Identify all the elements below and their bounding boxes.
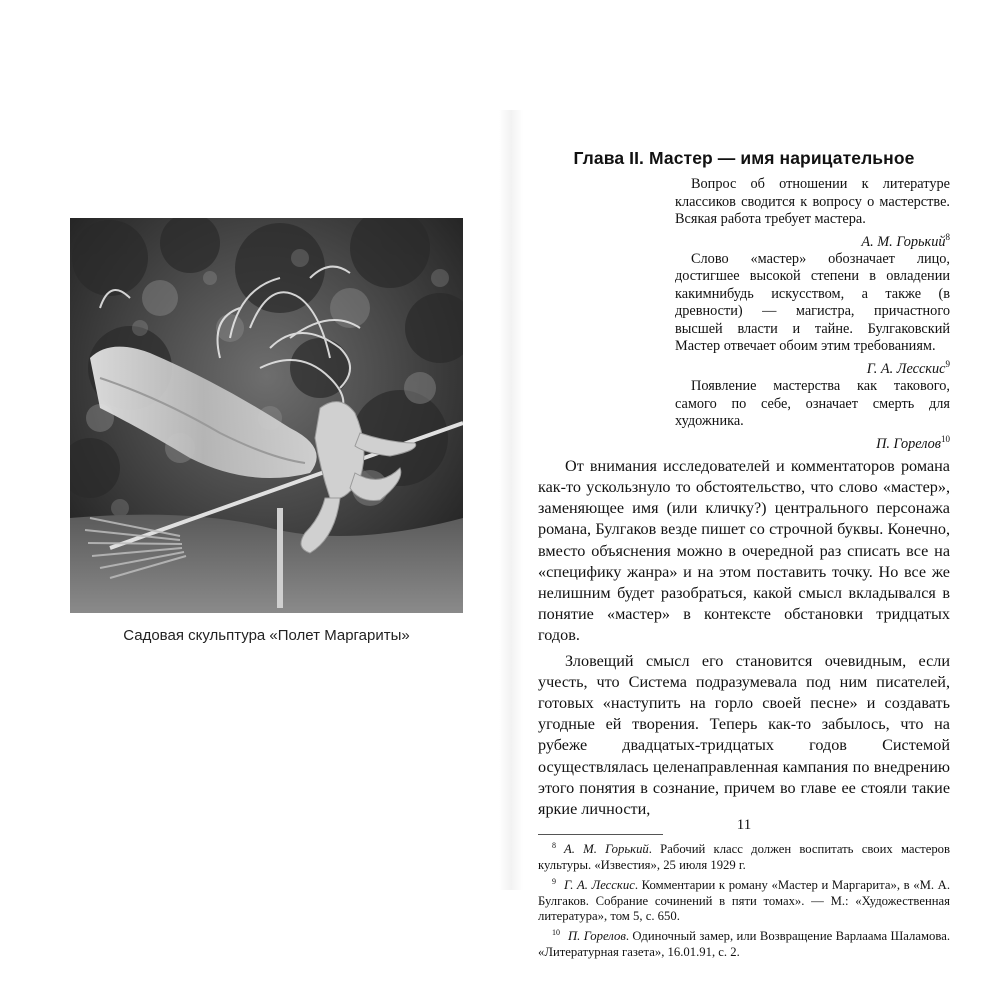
footnote-ref: 10 <box>941 433 950 444</box>
footnote-divider <box>538 834 663 835</box>
footnote-number: 10 <box>552 927 560 937</box>
paragraph: От внимания исследователей и комментаторов романа как-то ускользнуло то обстоятельство, что слово «мастер», заменяющее имя (или кличку?) центрального персонажа романа, Булгаков везде пишет со строчной буквы. Конечно, вместо объяснения можно в очередной раз списать все на «специфику жанра» и на этом поставить точку. Но все же нелишним будет разобраться, какой смысл вкладывался в понятие «мастер» в контексте обстановки тридцатых годов. <box>538 456 950 645</box>
footnote-ref: 8 <box>945 231 950 242</box>
epigraph-author: А. М. Горький <box>861 233 946 250</box>
body-text <box>538 456 950 820</box>
footnote-author: А. М. Горький <box>564 842 649 857</box>
footnotes <box>538 838 950 960</box>
footnote-text: . Одиночный замер, или Возвращение Варлаама Шаламова. «Литературная газета», 16.01.91, с. 2. <box>538 928 950 959</box>
epigraph-author: Г. А. Лесскис <box>866 360 946 377</box>
footnote-author: Г. А. Лесскис <box>564 877 635 892</box>
sculpture-photo <box>70 218 463 613</box>
epigraph-text: Слово «мастер» обозначает лицо, достигшее высокой степени в овладении какимнибудь искусством, а также (в древности) — магистра, причастного высшей власти и тайне. Булгаковский Мастер отвечает обоим этим требованиям. <box>675 250 950 355</box>
chapter-title: Глава II. Мастер — имя нарицательное <box>573 148 915 168</box>
epigraph-text: Вопрос об отношении к литературе классиков сводится к вопросу о мастерстве. Всякая работа требует мастера. <box>675 176 950 227</box>
epigraph-attribution <box>675 431 950 453</box>
footnote-number: 9 <box>552 876 556 886</box>
epigraph <box>675 251 950 378</box>
footnote <box>538 925 950 960</box>
epigraph <box>675 378 950 453</box>
epigraph <box>675 176 950 251</box>
footnote <box>538 838 950 873</box>
epigraph-attribution <box>675 356 950 378</box>
footnote-number: 8 <box>552 841 556 851</box>
footnote-ref: 9 <box>945 358 950 369</box>
footnote-text: . Комментарии к роману «Мастер и Маргарита», в «М. А. Булгаков. Собрание сочинений в пяти томах». — М.: «Художественная литература», том 5, с. 650. <box>538 877 950 924</box>
epigraph-attribution <box>675 229 950 251</box>
footnote-author: П. Горелов <box>568 928 626 943</box>
paragraph: Зловещий смысл его становится очевидным, если учесть, что Система подразумевала под ним писателей, готовых «наступить на горло своей песне» и создавать угодные ей творения. Теперь как-то забылось, что на рубеже двадцатых-тридцатых годов Системой осуществлялась целенаправленная кампания по внедрению этого понятия в сознание, причем во главе ее стояли такие яркие личности, <box>538 651 950 819</box>
photo-caption: Садовая скульптура «Полет Маргариты» <box>123 627 410 644</box>
right-page <box>538 148 950 960</box>
page-number: 11 <box>736 817 752 833</box>
footnote-text: . Рабочий класс должен воспитать своих мастеров культуры. «Известия», 25 июля 1929 г. <box>538 842 951 873</box>
footnote <box>538 874 950 925</box>
epigraph-text: Появление мастерства как такового, самого по себе, означает смерть для художника. <box>675 378 950 430</box>
page-gutter <box>499 110 523 890</box>
epigraph-author: П. Горелов <box>876 435 941 452</box>
